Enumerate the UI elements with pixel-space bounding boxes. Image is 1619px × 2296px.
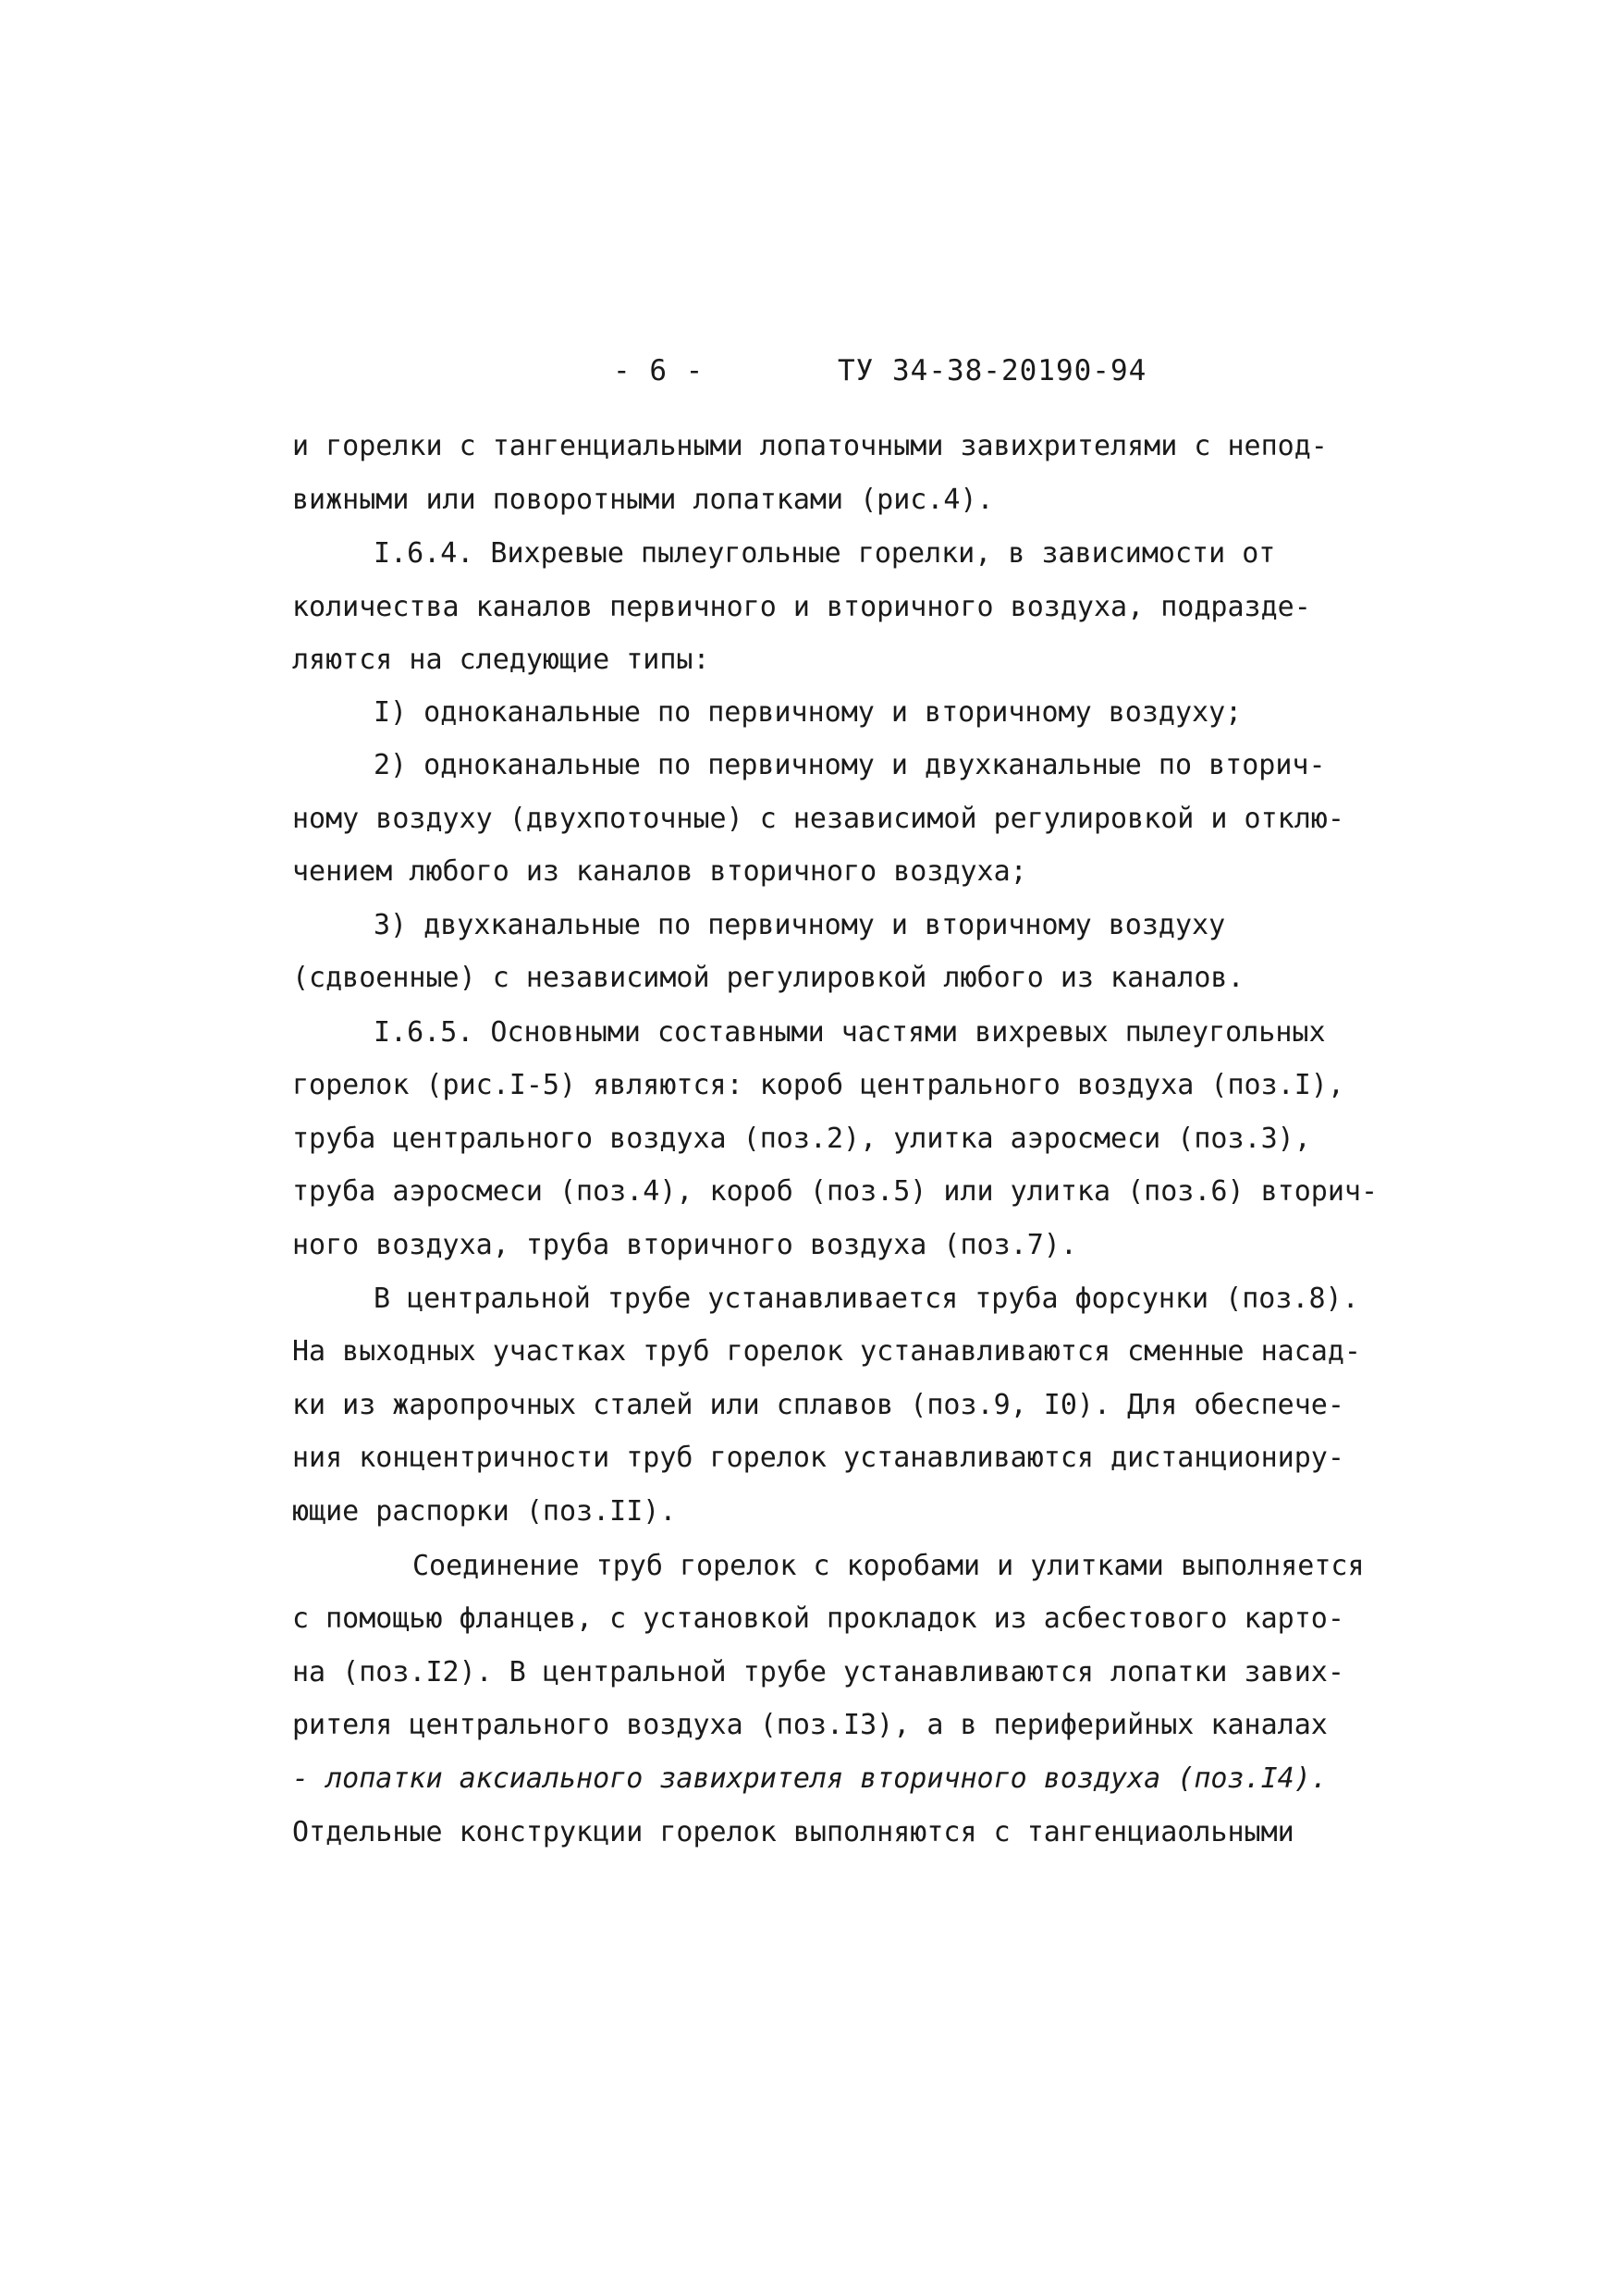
text-line: ляются на следующие типы: xyxy=(292,644,710,676)
text-line: I.6.5. Основными составными частями вихревых пылеугольных xyxy=(374,1016,1326,1049)
text-line: чением любого из каналов вторичного воздуха; xyxy=(292,855,1027,888)
text-line: ки из жаропрочных сталей или сплавов (поз.9, I0). Для обеспече- xyxy=(292,1389,1344,1421)
list-item: I) одноканальные по первичному и вторичному воздуху; xyxy=(374,696,1243,729)
text-line: Соединение труб горелок с коробами и улитками выполняется xyxy=(412,1550,1365,1582)
text-line: (сдвоенные) с независимой регулировкой любого из каналов. xyxy=(292,962,1245,994)
text-line: с помощью фланцев, с установкой прокладок из асбестового карто- xyxy=(292,1602,1344,1635)
text-line: вижными или поворотными лопатками (рис.4). xyxy=(292,484,994,516)
text-line: на (поз.I2). В центральной трубе устанавливаются лопатки завих- xyxy=(292,1656,1344,1688)
text-line: - лопатки аксиального завихрителя вторичного воздуха (поз.I4). xyxy=(292,1762,1328,1795)
text-line: ющие распорки (поз.II). xyxy=(292,1495,677,1528)
text-line: ния концентричности труб горелок устанавливаются дистанциониру- xyxy=(292,1442,1344,1474)
text-line: ному воздуху (двухпоточные) с независимой регулировкой и отклю- xyxy=(292,803,1344,835)
text-line: ного воздуха, труба вторичного воздуха (поз.7). xyxy=(292,1229,1077,1261)
document-code: ТУ 34-38-20190-94 xyxy=(838,354,1147,387)
text-line: труба центрального воздуха (поз.2), улитка аэросмеси (поз.3), xyxy=(292,1123,1311,1155)
text-line: труба аэросмеси (поз.4), короб (поз.5) или улитка (поз.6) вторич- xyxy=(292,1175,1378,1208)
text-line: горелок (рис.I-5) являются: короб центрального воздуха (поз.I), xyxy=(292,1069,1344,1101)
text-line: рителя центрального воздуха (поз.I3), а в периферийных каналах xyxy=(292,1709,1328,1741)
text-line: и горелки с тангенциальными лопаточными завихрителями с непод- xyxy=(292,430,1328,462)
text-line: На выходных участках труб горелок устанавливаются сменные насад- xyxy=(292,1335,1361,1368)
text-line: В центральной трубе устанавливается труба форсунки (поз.8). xyxy=(374,1283,1359,1315)
text-line: I.6.4. Вихревые пылеугольные горелки, в зависимости от xyxy=(374,537,1276,570)
text-line: Отдельные конструкции горелок выполняются с тангенциаольными xyxy=(292,1816,1294,1848)
list-item: 3) двухканальные по первичному и вторичному воздуху xyxy=(374,909,1226,941)
page-number: - 6 - xyxy=(613,354,705,387)
text-line: количества каналов первичного и вторичного воздуха, подразде- xyxy=(292,591,1311,623)
list-item: 2) одноканальные по первичному и двухканальные по вторич- xyxy=(374,749,1326,781)
